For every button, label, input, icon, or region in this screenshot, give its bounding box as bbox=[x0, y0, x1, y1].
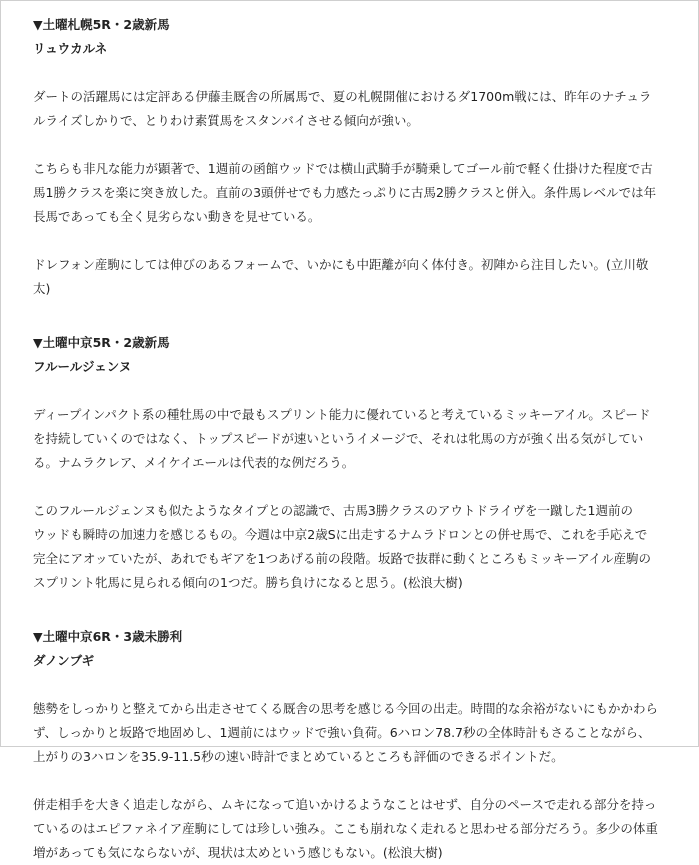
race-section-chukyo-6r bbox=[33, 625, 678, 865]
race-section-sapporo-5r bbox=[33, 13, 678, 301]
paragraph bbox=[33, 157, 678, 229]
horse-name: リュウカルネ bbox=[33, 41, 108, 56]
text-line: 態勢をしっかりと整えてから出走させてくる厩舎の思考を感じる今回の出走。時間的な余裕がないにもかかわら bbox=[33, 701, 659, 716]
paragraph bbox=[33, 253, 678, 301]
horse-name: ダノンブギ bbox=[33, 653, 95, 668]
paragraph bbox=[33, 793, 678, 865]
paragraph bbox=[33, 403, 678, 475]
text-line: ているのはエピファネイア産駒にしては珍しい強み。ここも崩れなく走れると思わせる部分だろう。多少の体重 bbox=[33, 821, 658, 836]
text-line: ず、しっかりと坂路で地固めし、1週前にはウッドで強い負荷。6ハロン78.7秒の全体時計もさることながら、 bbox=[33, 725, 651, 740]
text-line: を持続していくのではなく、トップスピードが速いというイメージで、それは牝馬の方が強く出る気がしてい bbox=[33, 431, 644, 446]
text-line: 上がりの3ハロンを35.9-11.5秒の速い時計でまとめているところも評価のできるポイントだ。 bbox=[33, 749, 564, 764]
paragraph bbox=[33, 85, 678, 133]
text-line: 併走相手を大きく追走しながら、ムキになって追いかけるようなことはせず、自分のペースで走れる部分を持っ bbox=[33, 797, 657, 812]
text-line: ディープインパクト系の種牡馬の中で最もスプリント能力に優れていると考えているミッキーアイル。スピード bbox=[33, 407, 651, 422]
text-line: ダートの活躍馬には定評ある伊藤圭厩舎の所属馬で、夏の札幌開催におけるダ1700m戦には、昨年のナチュラ bbox=[33, 89, 652, 104]
text-line: こちらも非凡な能力が顕著で、1週前の函館ウッドでは横山武騎手が騎乗してゴール前で軽く仕掛けた程度で古 bbox=[33, 161, 653, 176]
horse-name: フルールジェンヌ bbox=[33, 359, 132, 374]
text-line: 完全にアオッていたが、あれでもギアを1つあげる前の段階。坂路で抜群に動くところもミッキーアイル産駒の bbox=[33, 551, 651, 566]
text-line: ウッドも瞬時の加速力を感じるもの。今週は中京2歳Sに出走するナムラドロンとの併せ馬で、これを手応えで bbox=[33, 527, 648, 542]
race-section-chukyo-5r bbox=[33, 331, 678, 595]
text-line: このフルールジェンヌも似たようなタイプとの認識で、古馬3勝クラスのアウトドライヴを一蹴した1週前の bbox=[33, 503, 633, 518]
race-heading: ▼土曜札幌5R・2歳新馬 bbox=[33, 17, 170, 32]
text-line: 馬1勝クラスを楽に突き放した。直前の3頭併せでも力感たっぷりに古馬2勝クラスと併入。条件馬レベルでは年 bbox=[33, 185, 657, 200]
text-line: 長馬であっても全く見劣らない動きを見せている。 bbox=[33, 209, 321, 224]
text-line: 太) bbox=[33, 281, 51, 296]
text-line: ルライズしかりで、とりわけ素質馬をスタンバイさせる傾向が強い。 bbox=[33, 113, 419, 128]
text-line: る。ナムラクレア、メイケイエールは代表的な例だろう。 bbox=[33, 455, 355, 470]
race-heading: ▼土曜中京6R・3歳未勝利 bbox=[33, 629, 183, 644]
race-heading: ▼土曜中京5R・2歳新馬 bbox=[33, 335, 170, 350]
text-line: 増があっても気にならないが、現状は太めという感じもない。(松浪大樹) bbox=[33, 845, 443, 860]
paragraph bbox=[33, 697, 678, 769]
paragraph bbox=[33, 499, 678, 595]
text-line: ドレフォン産駒にしては伸びのあるフォームで、いかにも中距離が向く体付き。初陣から注目したい。(立川敬 bbox=[33, 257, 649, 272]
text-line: スプリント牝馬に見られる傾向の1つだ。勝ち負けになると思う。(松浪大樹) bbox=[33, 575, 463, 590]
